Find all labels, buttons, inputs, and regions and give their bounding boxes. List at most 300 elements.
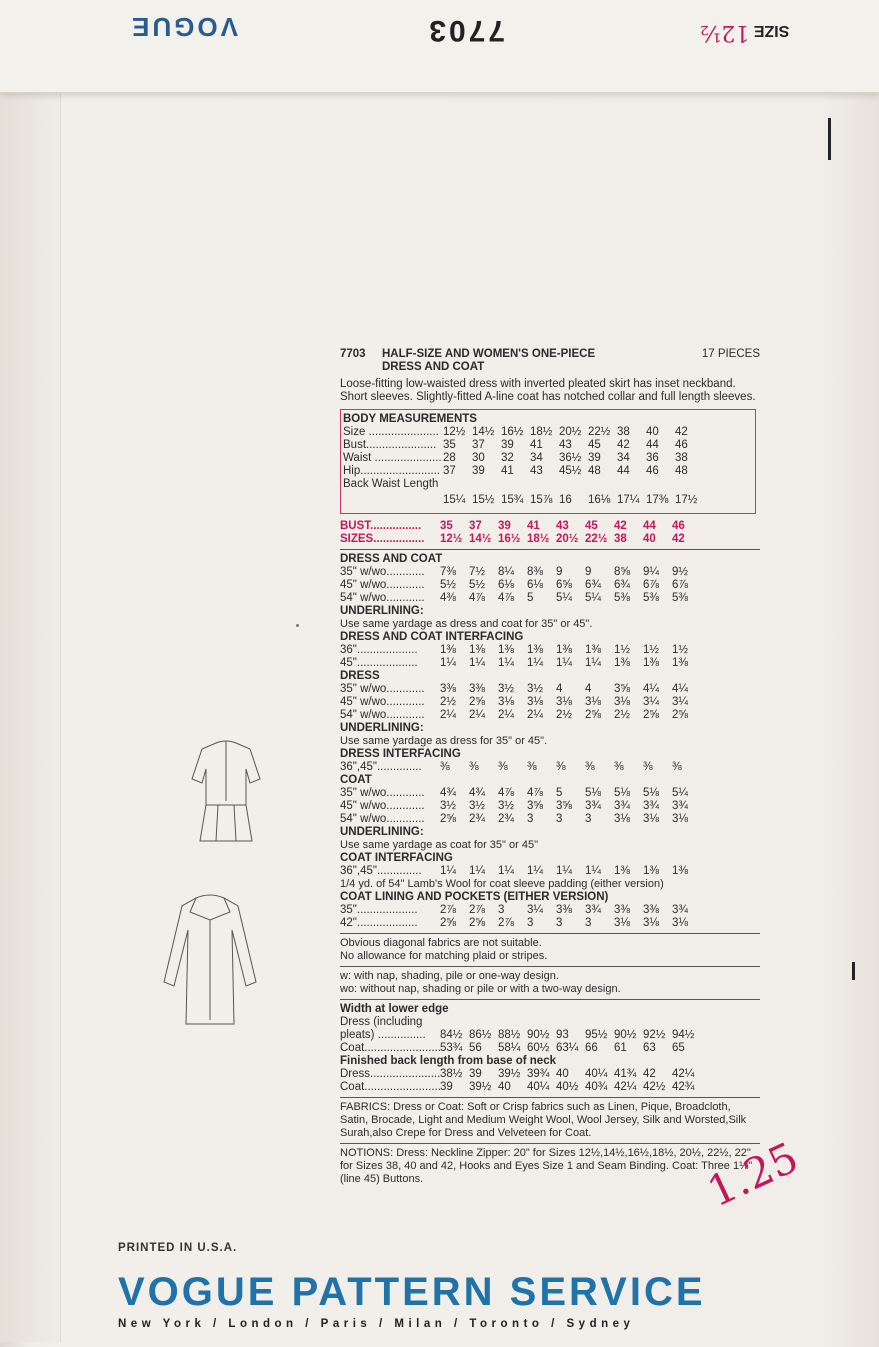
row-values xyxy=(443,439,704,452)
table-cell: 42 xyxy=(675,426,688,438)
pattern-description: Loose-fitting low-waisted dress with inverted pleated skirt has inset neckband. Short sleeves. Slightly-fitted A-line coat has notched collar and full length sleeves. xyxy=(340,378,756,403)
table-cell: ⅜ xyxy=(498,761,508,773)
divider xyxy=(340,1097,760,1098)
table-cell: 28 xyxy=(443,452,456,464)
table-cell: 20½ xyxy=(556,533,579,545)
table-cell: 2½ xyxy=(556,709,572,721)
table-cell: 6⅝ xyxy=(556,579,572,591)
table-cell: 22½ xyxy=(585,533,608,545)
table-cell: 1⅜ xyxy=(469,644,485,656)
table-cell: 6⅞ xyxy=(643,579,659,591)
row-label: 35" w/wo............ xyxy=(340,683,425,695)
table-cell: 5½ xyxy=(469,579,485,591)
flap-size xyxy=(700,20,789,45)
table-cell: 39 xyxy=(501,439,514,451)
table-cell: 35 xyxy=(440,520,453,532)
table-cell: 16⅛ xyxy=(588,494,611,506)
edge-mark xyxy=(852,962,855,980)
table-cell: 46 xyxy=(646,465,659,477)
table-cell: 90½ xyxy=(527,1029,550,1041)
table-cell: 34 xyxy=(617,452,630,464)
body-measurements-box xyxy=(340,409,756,514)
lower-edge-dress-label2: pleats) ............... xyxy=(340,1029,426,1041)
table-cell: 5⅜ xyxy=(643,592,659,604)
table-cell: 3⅛ xyxy=(614,813,630,825)
table-cell: 41¾ xyxy=(614,1068,637,1080)
table-cell: 1¼ xyxy=(556,657,572,669)
table-cell: 42 xyxy=(643,1068,656,1080)
row-values xyxy=(443,452,704,465)
envelope-flap xyxy=(0,0,879,93)
table-cell: 40 xyxy=(556,1068,569,1080)
divider xyxy=(340,549,760,550)
section-title: DRESS AND COAT INTERFACING xyxy=(340,631,524,643)
row-values xyxy=(440,579,701,592)
table-row xyxy=(340,579,760,592)
table-cell: 63 xyxy=(643,1042,656,1054)
table-cell: 40 xyxy=(498,1081,511,1093)
table-cell: 1⅜ xyxy=(672,657,688,669)
table-row xyxy=(340,644,760,657)
table-cell: 2¼ xyxy=(527,709,543,721)
table-cell: 14½ xyxy=(472,426,495,438)
table-cell: 6¾ xyxy=(585,579,601,591)
table-cell: 9 xyxy=(556,566,563,578)
divider xyxy=(340,999,760,1000)
table-cell: 3¼ xyxy=(672,696,688,708)
table-cell: ⅜ xyxy=(614,761,624,773)
table-cell: 37 xyxy=(472,439,485,451)
row-label: 36"................... xyxy=(340,644,418,656)
section-note: Use same yardage as dress for 35" or 45". xyxy=(340,735,548,747)
printed-in-usa: PRINTED IN U.S.A. xyxy=(118,1242,238,1254)
table-cell: 34 xyxy=(530,452,543,464)
table-cell: 7½ xyxy=(469,566,485,578)
table-cell: 3¾ xyxy=(585,800,601,812)
row-values xyxy=(440,904,701,917)
table-cell: 2⅞ xyxy=(469,904,485,916)
pattern-title-line2: DRESS AND COAT xyxy=(382,361,485,373)
table-cell: 40¼ xyxy=(527,1081,550,1093)
row-label: 42"................... xyxy=(340,917,418,929)
table-cell: 56 xyxy=(469,1042,482,1054)
table-cell: 38 xyxy=(614,533,627,545)
table-cell: 42 xyxy=(672,533,685,545)
table-cell: 43 xyxy=(556,520,569,532)
table-cell: 3¾ xyxy=(672,904,688,916)
table-cell: 6⅛ xyxy=(498,579,514,591)
table-cell: 2⅝ xyxy=(672,709,688,721)
table-cell: 1⅜ xyxy=(585,644,601,656)
table-cell: 40 xyxy=(646,426,659,438)
table-cell: ⅜ xyxy=(469,761,479,773)
sizes-row xyxy=(340,533,760,546)
table-cell: 2⅝ xyxy=(440,917,456,929)
table-cell: 3¾ xyxy=(614,800,630,812)
table-cell: 8⅜ xyxy=(527,566,543,578)
table-row xyxy=(340,709,760,722)
back-length-dress-label: Dress...................... xyxy=(340,1068,441,1080)
table-cell: 84½ xyxy=(440,1029,463,1041)
row-label: 36",45".............. xyxy=(340,865,422,877)
row-label: 54" w/wo............ xyxy=(340,709,425,721)
table-cell: 41 xyxy=(501,465,514,477)
table-cell: 14½ xyxy=(469,533,492,545)
table-cell: 2⅝ xyxy=(585,709,601,721)
table-cell: 3⅝ xyxy=(527,800,543,812)
table-cell: 1⅜ xyxy=(556,644,572,656)
table-cell: 1⅜ xyxy=(643,865,659,877)
row-values xyxy=(443,426,704,439)
note-line: No allowance for matching plaid or stripes. xyxy=(340,950,548,962)
table-cell: 3½ xyxy=(469,800,485,812)
table-cell: 46 xyxy=(675,439,688,451)
table-cell: 1⅜ xyxy=(672,865,688,877)
table-cell: 3⅜ xyxy=(614,904,630,916)
section-title: UNDERLINING: xyxy=(340,722,424,734)
row-label: 45" w/wo............ xyxy=(340,696,425,708)
row-values xyxy=(440,696,701,709)
table-cell: 42 xyxy=(617,439,630,451)
table-cell: 17½ xyxy=(675,494,698,506)
table-cell: 39 xyxy=(472,465,485,477)
table-cell: 39¾ xyxy=(527,1068,550,1080)
table-cell: 36½ xyxy=(559,452,582,464)
table-cell: 2⅞ xyxy=(498,917,514,929)
table-cell: 2⅝ xyxy=(469,696,485,708)
table-cell: 2½ xyxy=(440,696,456,708)
table-cell: 46 xyxy=(672,520,685,532)
table-cell: 1⅜ xyxy=(498,644,514,656)
table-cell: 1⅜ xyxy=(527,644,543,656)
row-label: 54" w/wo............ xyxy=(340,813,425,825)
table-cell: ⅜ xyxy=(556,761,566,773)
row-label: 35" w/wo............ xyxy=(340,566,425,578)
table-cell: 3⅛ xyxy=(672,813,688,825)
table-cell: 94½ xyxy=(672,1029,695,1041)
table-cell: 3¾ xyxy=(643,800,659,812)
table-cell: 7⅜ xyxy=(440,566,456,578)
vogue-pattern-service-logo: VOGUE PATTERN SERVICE xyxy=(118,1270,706,1314)
table-cell: 16½ xyxy=(498,533,521,545)
table-cell: 3⅛ xyxy=(614,696,630,708)
table-cell: 39½ xyxy=(469,1081,492,1093)
row-label: Bust...................... xyxy=(343,439,437,451)
edge-mark xyxy=(296,624,299,627)
table-cell: 38½ xyxy=(440,1068,463,1080)
table-cell: 5 xyxy=(556,787,563,799)
envelope-seam xyxy=(0,92,61,1342)
table-cell: 18½ xyxy=(527,533,550,545)
table-cell: 1¼ xyxy=(527,657,543,669)
table-cell: 1¼ xyxy=(440,657,456,669)
table-cell: 48 xyxy=(675,465,688,477)
table-cell: 4¾ xyxy=(469,787,485,799)
flap-size-label: SIZE xyxy=(753,22,790,39)
table-cell: 30 xyxy=(472,452,485,464)
section-note: 1/4 yd. of 54" Lamb's Wool for coat sleeve padding (either version) xyxy=(340,878,664,890)
table-cell: 1½ xyxy=(643,644,659,656)
table-cell: 42¼ xyxy=(614,1081,637,1093)
table-cell: 3½ xyxy=(498,800,514,812)
table-cell: 3 xyxy=(585,917,592,929)
pattern-title-line1: HALF-SIZE AND WOMEN'S ONE-PIECE xyxy=(382,348,596,360)
pattern-number: 7703 xyxy=(340,348,366,360)
divider xyxy=(340,933,760,934)
table-cell: 90½ xyxy=(614,1029,637,1041)
row-label: 45"................... xyxy=(340,657,418,669)
table-cell: 45½ xyxy=(559,465,582,477)
table-cell: 39 xyxy=(440,1081,453,1093)
row-label: Waist ..................... xyxy=(343,452,442,464)
table-cell: 2½ xyxy=(614,709,630,721)
table-cell: 3⅝ xyxy=(614,683,630,695)
table-cell: 1¼ xyxy=(469,865,485,877)
lower-edge-coat-label: Coat........................ xyxy=(340,1042,441,1054)
row-values xyxy=(443,465,704,478)
table-cell: 60½ xyxy=(527,1042,550,1054)
note-line: wo: without nap, shading or pile or with a two-way design. xyxy=(340,983,621,995)
table-cell: 1¼ xyxy=(469,657,485,669)
table-cell: 38 xyxy=(675,452,688,464)
table-cell: 40½ xyxy=(556,1081,579,1093)
table-cell: 16 xyxy=(559,494,572,506)
table-cell: 95½ xyxy=(585,1029,608,1041)
fabrics-text: FABRICS: Dress or Coat: Soft or Crisp fabrics such as Linen, Pique, Broadcloth, Satin, Brocade, Light and Medium Weight Wool, Wool Jersey, Silk and Worsted,Silk Surah,also Crepe for Dress and Velveteen for Coat. xyxy=(340,1101,747,1139)
table-cell: 16½ xyxy=(501,426,524,438)
table-cell: 3 xyxy=(556,813,563,825)
table-cell: 41 xyxy=(530,439,543,451)
table-cell: 5⅜ xyxy=(614,592,630,604)
table-cell: 3⅜ xyxy=(556,904,572,916)
table-row xyxy=(340,800,760,813)
table-cell: 45 xyxy=(585,520,598,532)
table-cell: 3⅛ xyxy=(556,696,572,708)
table-cell: 88½ xyxy=(498,1029,521,1041)
table-cell: 15¾ xyxy=(501,494,524,506)
table-cell: 61 xyxy=(614,1042,627,1054)
table-cell: 3⅜ xyxy=(469,683,485,695)
divider xyxy=(340,1143,760,1144)
table-cell: 86½ xyxy=(469,1029,492,1041)
dress-back-view-sketch xyxy=(176,735,276,855)
lower-edge-title: Width at lower edge xyxy=(340,1003,449,1015)
table-row xyxy=(340,566,760,579)
table-cell: 35 xyxy=(443,439,456,451)
table-cell: 1⅜ xyxy=(440,644,456,656)
table-row xyxy=(340,683,760,696)
table-cell: ⅜ xyxy=(643,761,653,773)
table-cell: 22½ xyxy=(588,426,611,438)
table-cell: 40 xyxy=(643,533,656,545)
table-cell: 15½ xyxy=(472,494,495,506)
row-label: Size ...................... xyxy=(343,426,439,438)
table-cell: 2⅞ xyxy=(440,904,456,916)
table-cell: 4¼ xyxy=(643,683,659,695)
table-cell: 39 xyxy=(588,452,601,464)
table-cell: 2⅝ xyxy=(469,917,485,929)
table-cell: 37 xyxy=(443,465,456,477)
table-row xyxy=(343,465,751,478)
back-length-coat-label: Coat........................ xyxy=(340,1081,441,1093)
table-cell: 44 xyxy=(646,439,659,451)
table-cell: 1⅜ xyxy=(643,657,659,669)
table-cell: 42 xyxy=(614,520,627,532)
back-waist-label: Back Waist Length xyxy=(343,478,439,490)
table-cell: 12½ xyxy=(443,426,466,438)
table-cell: 8¼ xyxy=(498,566,514,578)
table-cell: 6¾ xyxy=(614,579,630,591)
table-cell: 43 xyxy=(559,439,572,451)
row-values xyxy=(440,683,701,696)
table-cell: 1⅜ xyxy=(614,657,630,669)
table-cell: 2¾ xyxy=(469,813,485,825)
table-cell: 44 xyxy=(617,465,630,477)
table-cell: 5½ xyxy=(440,579,456,591)
table-cell: 5 xyxy=(527,592,534,604)
section-title: DRESS xyxy=(340,670,380,682)
table-cell: 53¾ xyxy=(440,1042,463,1054)
table-row xyxy=(340,761,760,774)
table-cell: 5⅛ xyxy=(614,787,630,799)
table-cell: ⅜ xyxy=(440,761,450,773)
table-cell: 3⅛ xyxy=(672,917,688,929)
table-cell: 66 xyxy=(585,1042,598,1054)
flap-brand: VOGUE xyxy=(129,12,238,42)
table-cell: 42¼ xyxy=(672,1068,695,1080)
table-cell: 39½ xyxy=(498,1068,521,1080)
table-cell: 6⅞ xyxy=(672,579,688,591)
section-title: COAT LINING AND POCKETS (EITHER VERSION) xyxy=(340,891,609,903)
table-cell: ⅜ xyxy=(585,761,595,773)
table-cell: 3 xyxy=(527,813,534,825)
notions-text: NOTIONS: Dress: Neckline Zipper: 20" for Sizes 12½,14½,16½,18½, 20½, 22½, 22" for Sizes 38, 40 and 42, Hooks and Eyes Size 1 and Seam Binding. Coat: Three 1⅛" (line 45) Buttons. xyxy=(340,1147,753,1185)
table-cell: 32 xyxy=(501,452,514,464)
table-cell: 1½ xyxy=(614,644,630,656)
table-cell: 63¼ xyxy=(556,1042,579,1054)
handwritten-price: 1.25 xyxy=(700,1132,806,1217)
table-cell: 3⅛ xyxy=(614,917,630,929)
table-cell: 3 xyxy=(585,813,592,825)
table-cell: 36 xyxy=(646,452,659,464)
table-cell: 37 xyxy=(469,520,482,532)
table-cell: 2⅝ xyxy=(440,813,456,825)
table-row xyxy=(340,917,760,930)
bust-row-label: BUST................ xyxy=(340,520,422,532)
table-cell: 2¾ xyxy=(498,813,514,825)
table-cell: 9 xyxy=(585,566,592,578)
table-cell: 58¼ xyxy=(498,1042,521,1054)
row-label: 35"................... xyxy=(340,904,418,916)
table-cell: 42¾ xyxy=(672,1081,695,1093)
table-cell: 3½ xyxy=(498,683,514,695)
table-cell: 3¼ xyxy=(643,696,659,708)
cities-line: New York / London / Paris / Milan / Toronto / Sydney xyxy=(118,1318,635,1330)
row-values xyxy=(440,566,701,579)
row-label: 45" w/wo............ xyxy=(340,800,425,812)
table-row xyxy=(340,592,760,605)
table-cell: 4 xyxy=(556,683,563,695)
table-cell: 4⅜ xyxy=(440,592,456,604)
row-values xyxy=(440,917,701,930)
table-cell: 1½ xyxy=(672,644,688,656)
table-cell: 3¼ xyxy=(527,904,543,916)
table-cell: 3⅝ xyxy=(556,800,572,812)
table-cell: 38 xyxy=(617,426,630,438)
body-measurements-title: BODY MEASUREMENTS xyxy=(343,413,477,425)
table-cell: 3⅛ xyxy=(643,813,659,825)
sizes-row-label: SIZES................ xyxy=(340,533,425,545)
table-cell: 93 xyxy=(556,1029,569,1041)
table-cell: 3⅛ xyxy=(585,696,601,708)
table-cell: 3⅜ xyxy=(643,904,659,916)
table-cell: 44 xyxy=(643,520,656,532)
table-cell: 48 xyxy=(588,465,601,477)
divider xyxy=(340,966,760,967)
table-cell: 1¼ xyxy=(498,865,514,877)
table-cell: 4⅞ xyxy=(469,592,485,604)
table-cell: 20½ xyxy=(559,426,582,438)
table-cell: 2¼ xyxy=(440,709,456,721)
table-cell: 2¼ xyxy=(498,709,514,721)
table-cell: 5¼ xyxy=(585,592,601,604)
section-title: COAT INTERFACING xyxy=(340,852,453,864)
table-cell: 6⅛ xyxy=(527,579,543,591)
row-values xyxy=(440,865,701,878)
row-values xyxy=(440,800,701,813)
table-cell: 4⅞ xyxy=(527,787,543,799)
row-values xyxy=(440,657,701,670)
row-values xyxy=(440,761,701,774)
table-cell: 4⅞ xyxy=(498,592,514,604)
table-cell: 12½ xyxy=(440,533,463,545)
table-row xyxy=(340,787,760,800)
row-label: 36",45".............. xyxy=(340,761,422,773)
table-cell: 1¼ xyxy=(440,865,456,877)
table-cell: 1¼ xyxy=(556,865,572,877)
note-line: Obvious diagonal fabrics are not suitable. xyxy=(340,937,542,949)
table-row xyxy=(340,865,760,878)
table-cell: 18½ xyxy=(530,426,553,438)
table-cell: 3¾ xyxy=(585,904,601,916)
table-cell: 3⅛ xyxy=(527,696,543,708)
section-note: Use same yardage as dress and coat for 35" or 45". xyxy=(340,618,593,630)
table-row xyxy=(343,452,751,465)
table-cell: 5⅜ xyxy=(672,592,688,604)
back-length-title: Finished back length from base of neck xyxy=(340,1055,556,1067)
table-cell: 3 xyxy=(498,904,505,916)
table-row xyxy=(340,813,760,826)
table-cell: 2¼ xyxy=(469,709,485,721)
table-cell: 3 xyxy=(527,917,534,929)
table-cell: 17¼ xyxy=(617,494,640,506)
table-cell: 4 xyxy=(585,683,592,695)
table-cell: 40¾ xyxy=(585,1081,608,1093)
table-cell: 9½ xyxy=(672,566,688,578)
table-row xyxy=(343,426,751,439)
table-cell: 3½ xyxy=(527,683,543,695)
table-cell: 3⅛ xyxy=(643,917,659,929)
table-row xyxy=(340,904,760,917)
table-cell: 4¼ xyxy=(672,683,688,695)
table-cell: 9¼ xyxy=(643,566,659,578)
table-cell: 39 xyxy=(498,520,511,532)
table-cell: 1¼ xyxy=(585,657,601,669)
row-label: Hip......................... xyxy=(343,465,441,477)
table-cell: 1⅜ xyxy=(614,865,630,877)
table-cell: 15¼ xyxy=(443,494,466,506)
table-cell: 1¼ xyxy=(498,657,514,669)
